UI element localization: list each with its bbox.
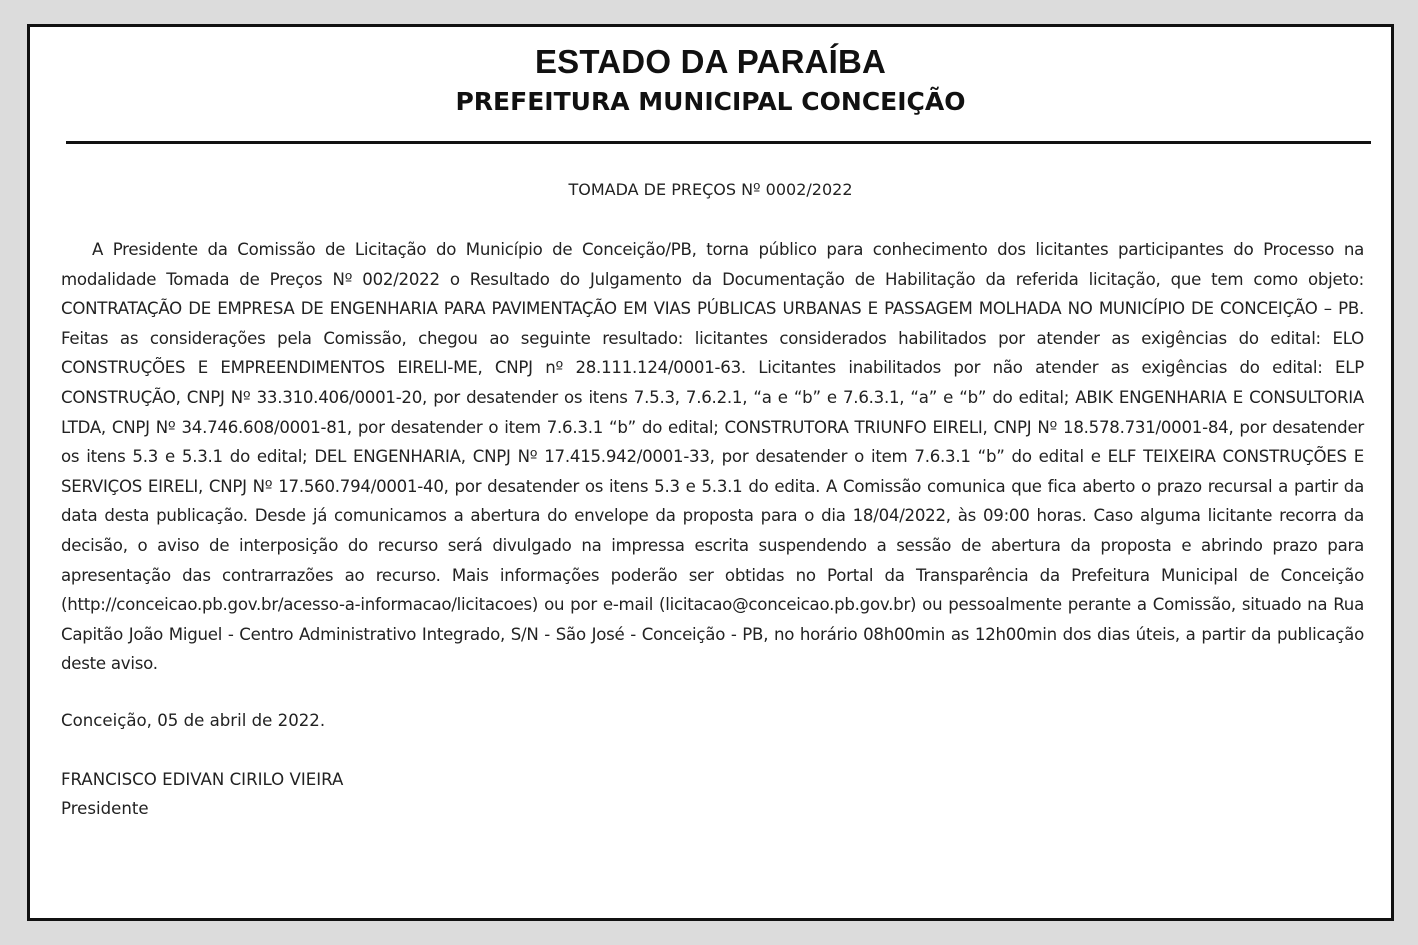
state-title: ESTADO DA PARAÍBA (534, 43, 887, 80)
signer-name: FRANCISCO EDIVAN CIRILO VIEIRA (61, 770, 344, 789)
signer-role: Presidente (61, 799, 149, 818)
notice-title: TOMADA DE PREÇOS Nº 0002/2022 (568, 180, 853, 199)
municipality-title: PREFEITURA MUNICIPAL CONCEIÇÃO (455, 87, 966, 116)
notice-body: A Presidente da Comissão de Licitação do Município de Conceição/PB, torna público para conhecimento dos licitantes participantes do Processo na modalidade Tomada de Preços Nº 002/2022 o Resultado do Julgamento da Documentação de Habilitação da referida licitação, que tem como objeto: CONTRATAÇÃO DE EMPRESA DE ENGENHARIA PARA PAVIMENTAÇÃO EM VIAS PÚBLICAS URBANAS E PASSAGEM MOLHADA NO MUNICÍPIO DE CONCEIÇÃO – PB. Feitas as considerações pela Comissão, chegou ao seguinte resultado: licitantes considerados habilitados por atender as exigências do edital: ELO CONSTRUÇÕES E EMPREENDIMENTOS EIRELI-ME, CNPJ nº 28.111.124/0001-63. Licitantes inabilitados por não atender as exigências do edital: ELP CONSTRUÇÃO, CNPJ Nº 33.310.406/0001-20, por desatender os itens 7.5.3, 7.6.2.1, “a e “b” e 7.6.3.1, “a” e “b” do edital; ABIK ENGENHARIA E CONSULTORIA LTDA, CNPJ Nº 34.746.608/0001-81, por desatender o item 7.6.3.1 “b” do edital; CONSTRUTORA TRIUNFO EIRELI, CNPJ Nº 18.578.731/0001-84, por desatender os itens 5.3 e 5.3.1 do edital; DEL ENGENHARIA, CNPJ Nº 17.415.942/0001-33, por desatender o item 7.6.3.1 “b” do edital e ELF TEIXEIRA CONSTRUÇÕES E SERVIÇOS EIRELI, CNPJ Nº 17.560.794/0001-40, por desatender os itens 5.3 e 5.3.1 do edita. A Comissão comunica que fica aberto o prazo recursal a partir da data desta publicação. Desde já comunicamos a abertura do envelope da proposta para o dia 18/04/2022, às 09:00 horas. Caso alguma licitante recorra da decisão, o aviso de interposição do recurso será divulgado na impressa escrita suspendendo a sessão de abertura da proposta e abrindo prazo para apresentação das contrarrazões ao recurso. Mais informações poderão ser obtidas no Portal da Transparência da Prefeitura Municipal de Conceição (http://conceicao.pb.gov.br/acesso-a-informacao/licitacoes) ou por e-mail (licitacao@conceicao.pb.gov.br) ou pessoalmente perante a Comissão, situado na Rua Capitão João Miguel - Centro Administrativo Integrado, S/N - São José - Conceição - PB, no horário 08h00min as 12h00min dos dias úteis, a partir da publicação deste aviso. (61, 240, 1364, 674)
notice-date: Conceição, 05 de abril de 2022. (61, 711, 326, 730)
notice-frame (27, 24, 1394, 921)
header-divider (66, 141, 1371, 144)
